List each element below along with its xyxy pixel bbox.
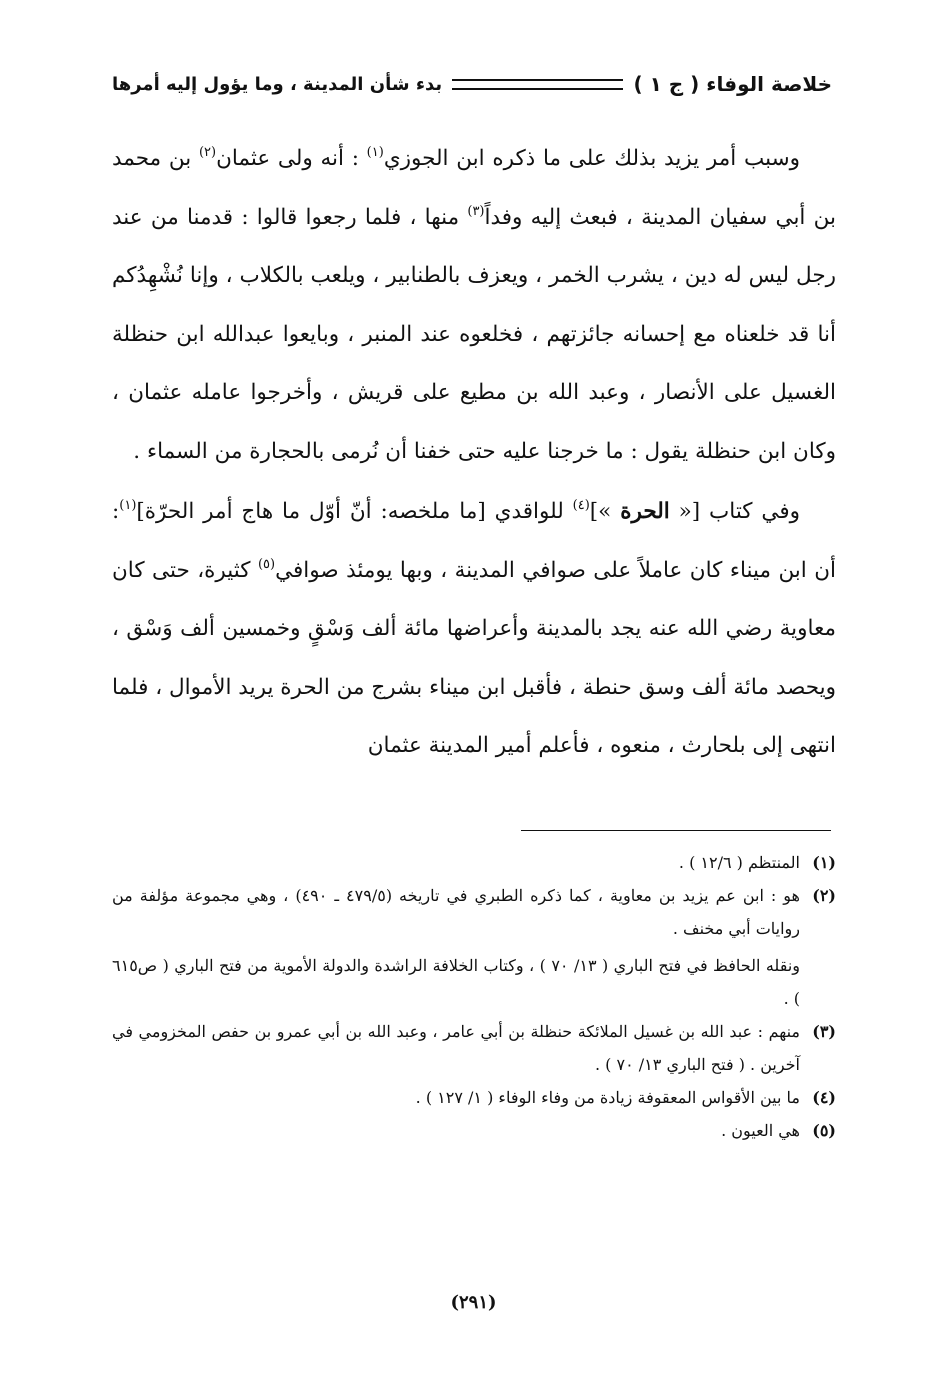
footnote-number: (١) — [812, 853, 836, 872]
text-run: : أنه ولى عثمان — [216, 146, 367, 171]
footnote-number: (٤) — [812, 1088, 836, 1107]
text-run: كثيرة، حتى كان معاوية رضي الله عنه يجد بالمدينة وأعراضها مائة ألف وَسْقٍ وخمسين ألف وَسْق ، ويحصد مائة ألف وسق حنطة ، فأقبل ابن ميناء بشرج من الحرة يريد الأموال ، فلما انتهى إلى بلحارث ، منعوه ، فأعلم أمير المدينة عثمان — [112, 557, 836, 758]
footnote-item — [112, 846, 836, 879]
footnote-ref-1: (١) — [366, 145, 384, 160]
text-run: وسبب أمر يزيد بذلك على ما ذكره ابن الجوزي — [383, 146, 800, 171]
footnote-text: منهم : عبد الله بن غسيل الملائكة حنظلة بن أبي عامر ، وعبد الله بن أبي عمرو بن حفص المخزومي في آخرين . ( فتح الباري ١٣/ ٧٠ ) . — [112, 1022, 801, 1074]
section-title: بدء شأن المدينة ، وما يؤول إليه أمرها — [112, 73, 443, 95]
text-run: للواقدي [ما ملخصه: أنّ أوّل ما هاج أمر الحرّة] — [136, 499, 573, 524]
page-number: (٢٩١) — [450, 1292, 497, 1313]
running-header — [112, 66, 832, 102]
footnote-ref-1: (١) — [119, 498, 137, 513]
paragraph-1 — [112, 130, 836, 481]
footnote-item — [112, 879, 836, 1015]
paragraph-2 — [112, 483, 836, 776]
footnote-ref-5: (٥) — [257, 556, 276, 572]
book-title: خلاصة الوفاء ( ج ١ ) — [633, 72, 832, 96]
text-run: منها ، فلما رجعوا قالوا : قدمنا من عند رجل ليس له دين ، يشرب الخمر ، ويعزف بالطنابير ، ويلعب بالكلاب ، وإنا نُشْهِدُكم أنا قد خلعناه مع إحسانه جائزتهم ، فخلعوه عند المنبر ، وبايعوا عبدالله ابن حنظلة الغسيل على الأنصار ، وعبد الله بن مطيع على قريش ، وأخرجوا عامله عثمان ، وكان ابن حنظلة يقول : ما خرجنا عليه حتى خفنا أن نُرمى بالحجارة من السماء . — [112, 204, 836, 464]
text-run: »] — [589, 499, 621, 524]
footnote-number: (٥) — [812, 1121, 836, 1140]
footnote-ref-3: (٣) — [467, 203, 485, 219]
footnote-text: ما بين الأقواس المعقوفة زيادة من وفاء الوفاء ( ١/ ١٢٧ ) . — [415, 1088, 800, 1107]
main-text — [112, 130, 836, 776]
footnotes — [112, 846, 836, 1147]
text-run: بن محمد بن أبي سفيان المدينة ، فبعث إليه وفداً — [112, 146, 836, 230]
footnote-item — [112, 1114, 836, 1147]
footnote-text: هو : ابن عم يزيد بن معاوية ، كما ذكره الطبري في تاريخه (٤٧٩/٥ ـ ٤٩٠) ، وهي مجموعة مؤلفة من روايات أبي مخنف . — [112, 886, 800, 938]
footnote-item — [112, 1015, 836, 1081]
footnote-number: (٣) — [812, 1022, 836, 1041]
footnote-item — [112, 1081, 836, 1114]
footnote-ref-4: (٤) — [572, 498, 590, 513]
header-double-rule — [452, 79, 623, 90]
book-name: الحرة — [620, 499, 670, 524]
footnote-text: هي العيون . — [721, 1121, 800, 1140]
footnote-continuation: ونقله الحافظ في فتح الباري ( ١٣/ ٧٠ ) ، وكتاب الخلافة الراشدة والدولة الأموية من فتح الباري ( ص٦١٥ ) . — [112, 956, 801, 1008]
footnote-text: المنتظم ( ١٢/٦ ) . — [678, 853, 800, 872]
text-run: : أن ابن ميناء كان عاملاً على صوافي المدينة ، وبها يومئذ صوافي — [112, 499, 836, 583]
text-run: وفي كتاب [« — [669, 499, 800, 524]
footnote-ref-2: (٢) — [198, 145, 217, 160]
footnote-number: (٢) — [812, 886, 836, 905]
footnote-separator — [521, 830, 831, 831]
